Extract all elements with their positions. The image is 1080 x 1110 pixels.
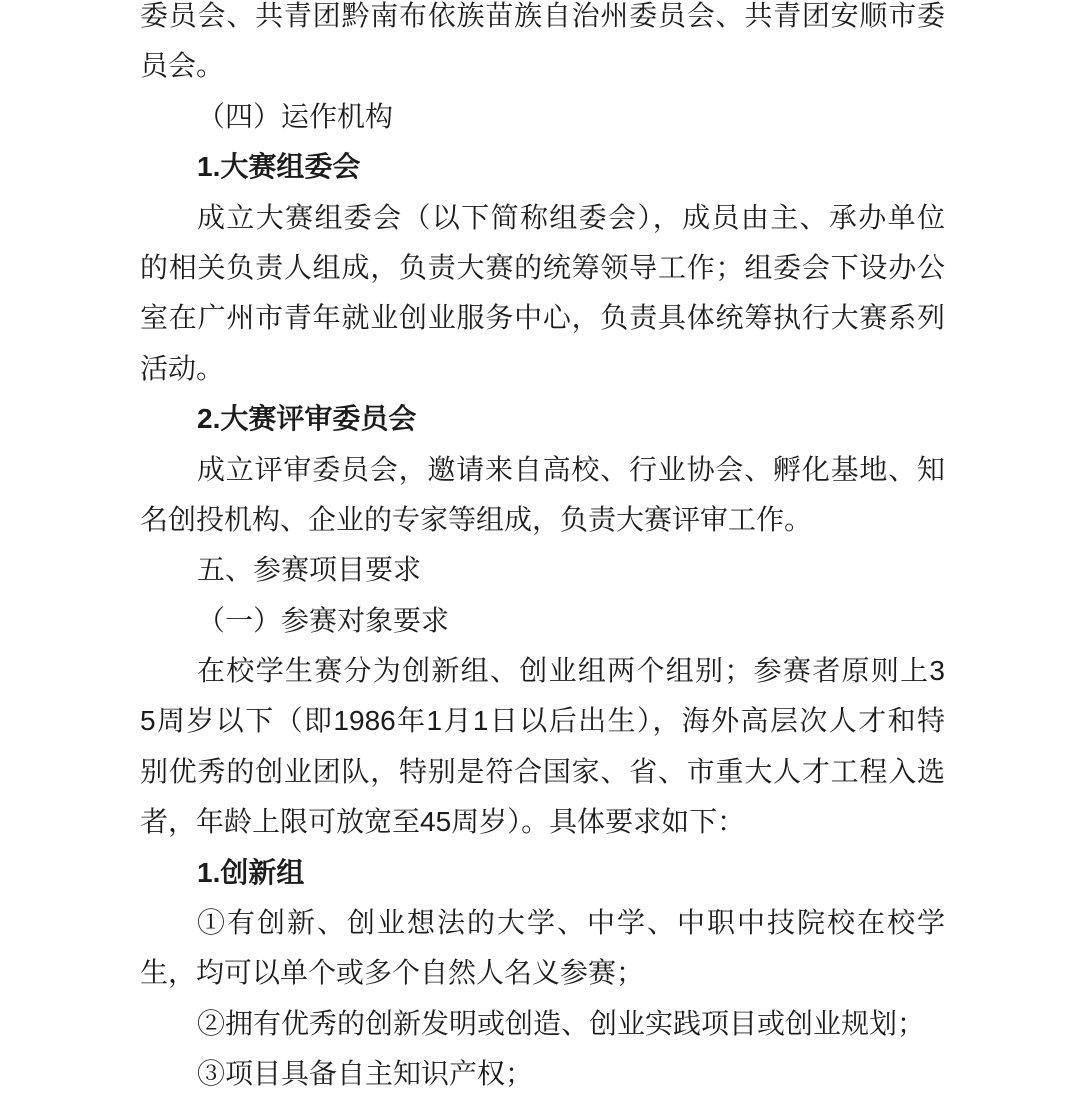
text-line-6: 的相关负责人组成，负责大赛的统筹领导工作；组委会下设办公	[140, 251, 945, 283]
text-line-8: 活动。	[140, 352, 225, 384]
text-line-14: 在校学生赛分为创新组、创业组两个组别；参赛者原则上3	[197, 655, 945, 687]
text-line-19: ①有创新、创业想法的大学、中学、中职中技院校在校学	[197, 907, 945, 939]
text-line-13: （一）参赛对象要求	[197, 604, 450, 636]
text-line-7: 室在广州市青年就业创业服务中心，负责具体统筹执行大赛系列	[140, 302, 945, 334]
text-line-20: 生，均可以单个或多个自然人名义参赛；	[140, 957, 645, 989]
text-line-16: 别优秀的创业团队，特别是符合国家、省、市重大人才工程入选	[140, 755, 945, 787]
text-line-18: 1.创新组	[197, 856, 305, 888]
text-line-2: 员会。	[140, 50, 225, 82]
text-line-3: （四）运作机构	[197, 100, 394, 132]
text-line-4: 1.大赛组委会	[197, 151, 361, 183]
document-text-block	[140, 0, 945, 1100]
text-line-10: 成立评审委员会，邀请来自高校、行业协会、孵化基地、知	[197, 453, 945, 485]
text-line-1: 委员会、共青团黔南布依族苗族自治州委员会、共青团安顺市委	[140, 0, 945, 31]
text-line-17: 者，年龄上限可放宽至45周岁）。具体要求如下：	[140, 806, 746, 838]
text-line-11: 名创投机构、企业的专家等组成，负责大赛评审工作。	[140, 503, 813, 535]
text-line-9: 2.大赛评审委员会	[197, 403, 417, 435]
text-line-21: ②拥有优秀的创新发明或创造、创业实践项目或创业规划；	[197, 1007, 926, 1039]
text-line-5: 成立大赛组委会（以下简称组委会），成员由主、承办单位	[197, 201, 945, 233]
text-line-12: 五、参赛项目要求	[197, 554, 422, 586]
text-line-22: ③项目具备自主知识产权；	[197, 1058, 534, 1090]
text-line-15: 5周岁以下（即1986年1月1日以后出生），海外高层次人才和特	[140, 705, 945, 737]
